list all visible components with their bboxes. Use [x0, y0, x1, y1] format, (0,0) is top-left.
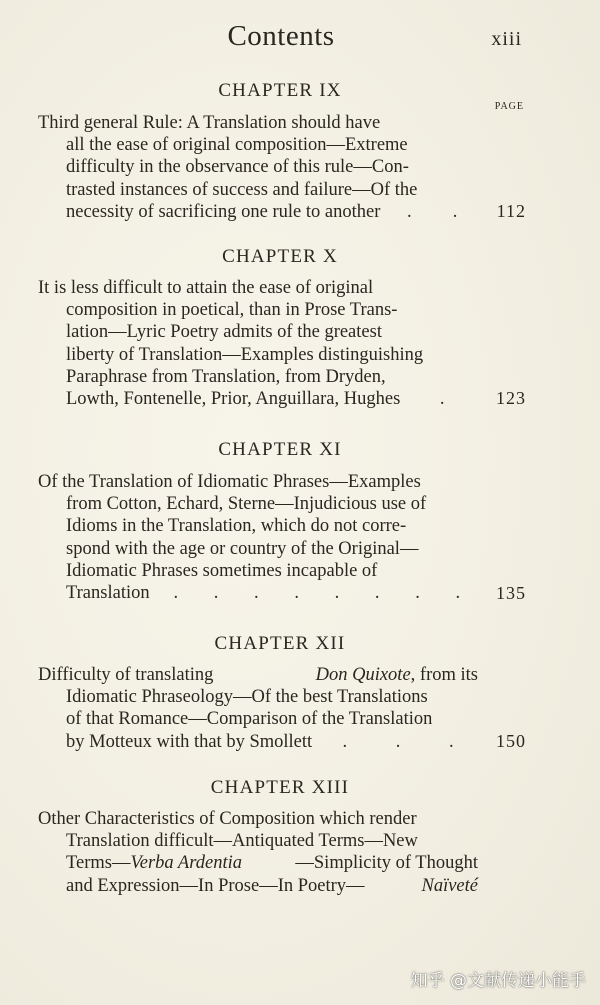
leader-dots: . . — [406, 201, 458, 222]
summary-line: from Cotton, Echard, Sterne—Injudicious use of — [66, 494, 427, 515]
summary-line-text — [66, 852, 242, 874]
summary-line — [38, 201, 478, 223]
italic-title: Don Quixote — [315, 665, 411, 685]
summary-line: Idiomatic Phraseology—Of the best Translations — [66, 687, 428, 708]
summary-line: Other Characteristics of Composition which render — [38, 809, 417, 829]
summary-line: spond with the age or country of the Original— — [66, 538, 419, 559]
chapter-summary — [38, 277, 478, 410]
chapter-heading: CHAPTER IX — [218, 80, 342, 101]
summary-line: Idioms in the Translation, which do not corre- — [66, 516, 407, 537]
summary-line: Third general Rule: A Translation should have — [38, 113, 381, 133]
leader-dots: . . . — [342, 731, 454, 752]
summary-line-text: Lowth, Fontenelle, Prior, Anguillara, Hughes — [66, 388, 401, 409]
summary-line: It is less difficult to attain the ease of original — [38, 278, 374, 298]
leader-dots: . . . . . . . . — [173, 582, 461, 603]
summary-line: difficulty in the observance of this rule—Con- — [66, 157, 409, 178]
italic-phrase: Naïveté — [421, 875, 478, 896]
page-column-label: PAGE — [494, 101, 524, 112]
chapter-heading: CHAPTER XII — [214, 633, 346, 654]
summary-line — [38, 664, 478, 686]
summary-line: lation—Lyric Poetry admits of the greatest — [66, 322, 382, 343]
summary-line — [38, 582, 478, 604]
italic-phrase: Verba Ardentia — [130, 853, 242, 874]
chapter-heading: CHAPTER X — [222, 246, 338, 267]
summary-line: trasted instances of success and failure—Of the — [66, 179, 418, 200]
summary-line: Translation difficult—Antiquated Terms—New — [66, 831, 418, 852]
page-title: Contents — [227, 20, 335, 52]
summary-line — [38, 852, 478, 874]
summary-line-text: , from its — [410, 665, 478, 685]
summary-line — [38, 731, 478, 753]
summary-line: Of the Translation of Idiomatic Phrases—Examples — [38, 472, 421, 492]
summary-line-text: Translation — [66, 582, 150, 603]
chapter-summary — [38, 471, 478, 604]
watermark: 知乎 @文献传递小能手 — [410, 971, 586, 991]
leader-dots: . — [439, 388, 445, 409]
page-number: 123 — [496, 388, 526, 408]
page-number: 150 — [496, 731, 526, 751]
summary-line — [38, 875, 478, 897]
chapter-summary — [38, 808, 478, 897]
chapter-heading: CHAPTER XIII — [210, 777, 350, 798]
page-number: 112 — [496, 201, 526, 221]
summary-line: Paraphrase from Translation, from Dryden, — [66, 366, 386, 387]
summary-line-text: Difficulty of translating — [38, 665, 214, 685]
summary-line-text — [316, 664, 478, 686]
summary-line: of that Romance—Comparison of the Translation — [66, 709, 433, 730]
chapter-heading: CHAPTER XI — [218, 439, 342, 460]
summary-line-text: —Simplicity of Thought — [295, 853, 478, 874]
summary-line-text: by Motteux with that by Smollett — [66, 731, 313, 752]
page-number: 135 — [496, 583, 526, 603]
summary-line: all the ease of original composition—Extreme — [66, 135, 408, 156]
summary-line: Idiomatic Phrases sometimes incapable of — [66, 560, 378, 581]
summary-line-text: Terms— — [66, 853, 131, 874]
running-head — [0, 18, 600, 58]
summary-line — [38, 388, 478, 410]
summary-line-text: necessity of sacrificing one rule to another — [66, 201, 381, 222]
chapter-summary — [38, 664, 478, 753]
chapter-summary — [38, 112, 478, 223]
summary-line: composition in poetical, than in Prose Trans- — [66, 300, 398, 321]
summary-line: liberty of Translation—Examples distinguishing — [66, 344, 424, 365]
summary-line-text: and Expression—In Prose—In Poetry— — [66, 875, 365, 896]
folio-number: xiii — [491, 28, 522, 50]
